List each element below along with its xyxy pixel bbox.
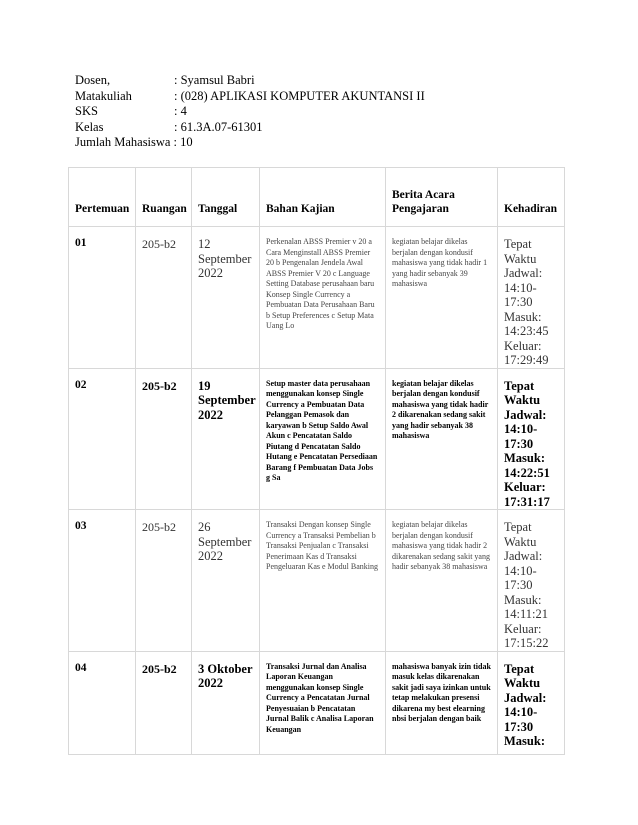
matakuliah-row: [75, 89, 425, 105]
dosen-value: : Syamsul Babri: [174, 73, 255, 87]
cell-pertemuan: 04: [69, 651, 136, 754]
kelas-value: : 61.3A.07-61301: [174, 119, 263, 134]
cell-tanggal: 3 Oktober 2022: [192, 651, 260, 754]
cell-bahan-kajian: Transaksi Dengan konsep Single Currency a Transaksi Pembelian b Transaksi Penjualan c Transaksi Penerimaan Kas d Transaksi Pengeluaran Kas e Modul Banking: [260, 510, 386, 652]
cell-ruangan: 205-b2: [136, 651, 192, 754]
cell-berita-acara: mahasiswa banyak izin tidak masuk kelas dikarenakan sakit jadi saya izinkan untuk tetap melakukan presensi dikarena my best elearning nbsi berjalan dengan baik: [386, 651, 498, 754]
cell-pertemuan: 02: [69, 368, 136, 510]
cell-pertemuan: 01: [69, 227, 136, 369]
matakuliah-value: : (028) APLIKASI KOMPUTER AKUNTANSI II: [174, 88, 425, 103]
dosen-label: Dosen,: [75, 73, 111, 87]
cell-tanggal: 12 September 2022: [192, 227, 260, 369]
matakuliah-label: Matakuliah: [75, 88, 132, 103]
table-header-row: [69, 168, 565, 227]
table-row: [69, 510, 565, 652]
cell-ruangan: 205-b2: [136, 368, 192, 510]
cell-tanggal: 19 September 2022: [192, 368, 260, 510]
table-row: [69, 368, 565, 510]
col-header-bahan-kajian: Bahan Kajian: [260, 168, 386, 227]
sks-row: [75, 104, 425, 120]
cell-kehadiran: Tepat Waktu Jadwal: 14:10-17:30 Masuk: 14:22:51 Keluar: 17:31:17: [498, 368, 565, 510]
cell-berita-acara: kegiatan belajar dikelas berjalan dengan kondusif mahasiswa yang tidak hadir 2 dikarenakan sedang sakit yang hadir sebanyak 38 mahasiswa: [386, 368, 498, 510]
cell-bahan-kajian: Setup master data perusahaan menggunakan konsep Single Currency a Pembuatan Data Pelanggan Pemasok dan karyawan b Setup Saldo Awal Akun c Pencatatan Saldo Piutang d Pencatatan Saldo Hutang e Pencatatan Persediaan Barang f Pembuatan Data Jobs g Sa: [260, 368, 386, 510]
dosen-row: [75, 73, 425, 89]
jumlah-value: : 10: [173, 135, 193, 149]
cell-tanggal: 26 September 2022: [192, 510, 260, 652]
cell-berita-acara: kegiatan belajar dikelas berjalan dengan kondusif mahasiswa yang tidak hadir 2 dikarenakan sedang sakit yang hadir sebanyak 38 mahasiswa: [386, 510, 498, 652]
cell-bahan-kajian: Transaksi Jurnal dan Analisa Laporan Keuangan menggunakan konsep Single Currency a Pencatatan Jurnal Penyesuaian b Pencatatan Jurnal Balik c Analisa Laporan Keuangan: [260, 651, 386, 754]
cell-kehadiran: Tepat Waktu Jadwal: 14:10-17:30 Masuk: 14:23:45 Keluar: 17:29:49: [498, 227, 565, 369]
col-header-berita-acara: Berita Acara Pengajaran: [386, 168, 498, 227]
sks-value: : 4: [174, 104, 187, 118]
kelas-label: Kelas: [75, 119, 104, 134]
schedule-table: [68, 167, 565, 755]
col-header-tanggal: Tanggal: [192, 168, 260, 227]
sks-label: SKS: [75, 104, 98, 118]
cell-kehadiran: Tepat Waktu Jadwal: 14:10-17:30 Masuk:: [498, 651, 565, 754]
jumlah-label: Jumlah Mahasiswa: [75, 135, 171, 149]
cell-ruangan: 205-b2: [136, 510, 192, 652]
col-header-ruangan: Ruangan: [136, 168, 192, 227]
cell-kehadiran: Tepat Waktu Jadwal: 14:10-17:30 Masuk: 14:11:21 Keluar: 17:15:22: [498, 510, 565, 652]
cell-pertemuan: 03: [69, 510, 136, 652]
kelas-row: [75, 120, 425, 136]
jumlah-row: [75, 135, 425, 151]
course-header: [75, 73, 425, 151]
table-row: [69, 651, 565, 754]
cell-bahan-kajian: Perkenalan ABSS Premier v 20 a Cara Menginstall ABSS Premier 20 b Pengenalan Jendela Awal ABSS Premier V 20 c Language Setting Database perusahaan baru Konsep Single Currency a Pembuatan Data Perusahaan Baru b Setup Preferences c Setup Mata Uang Lo: [260, 227, 386, 369]
cell-berita-acara: kegiatan belajar dikelas berjalan dengan kondusif mahasiswa yang tidak hadir 1 yang hadir sebanyak 39 mahasiswa: [386, 227, 498, 369]
col-header-kehadiran: Kehadiran: [498, 168, 565, 227]
cell-ruangan: 205-b2: [136, 227, 192, 369]
col-header-pertemuan: Pertemuan: [69, 168, 136, 227]
table-row: [69, 227, 565, 369]
